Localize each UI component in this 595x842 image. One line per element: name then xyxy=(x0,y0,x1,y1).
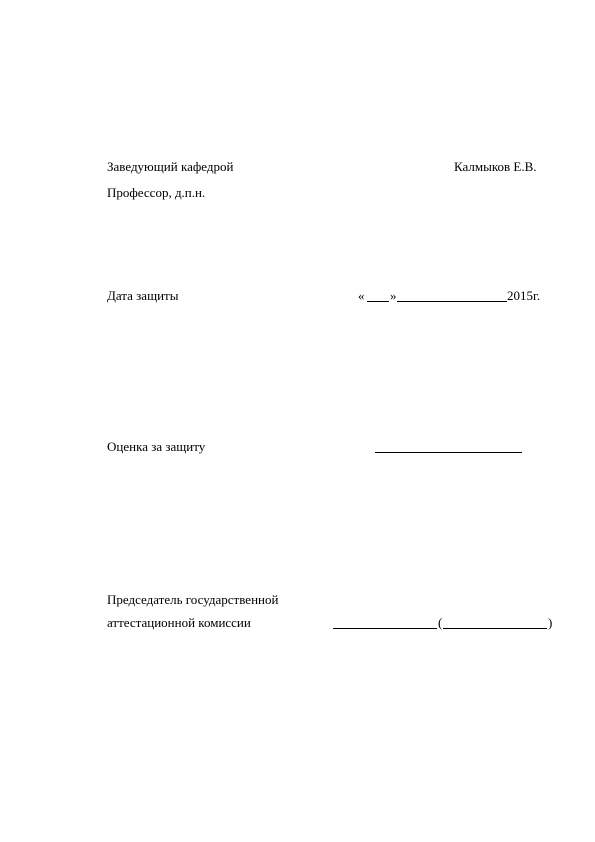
commission-chair-close-paren: ) xyxy=(548,615,553,630)
defense-grade-blank xyxy=(375,452,522,453)
commission-chair-open-paren: ( xyxy=(438,615,443,630)
defense-month-blank xyxy=(397,301,507,302)
head-of-department-role: Заведующий кафедрой xyxy=(107,159,234,174)
commission-chair-label-line2: аттестационной комиссии xyxy=(107,615,251,630)
head-of-department-name: Калмыков Е.В. xyxy=(454,159,537,174)
defense-date-close-quote: » xyxy=(390,288,397,303)
defense-date-year: 2015г. xyxy=(507,288,541,303)
head-of-department-title: Профессор, д.п.н. xyxy=(107,185,206,200)
defense-date-label: Дата защиты xyxy=(107,288,179,303)
commission-chair-name-blank xyxy=(443,628,547,629)
commission-chair-label-line1: Председатель государственной xyxy=(107,592,279,607)
commission-chair-signature-blank xyxy=(333,628,437,629)
defense-date-open-quote: « xyxy=(358,288,365,303)
defense-day-blank xyxy=(367,301,389,302)
defense-grade-label: Оценка за защиту xyxy=(107,439,206,454)
